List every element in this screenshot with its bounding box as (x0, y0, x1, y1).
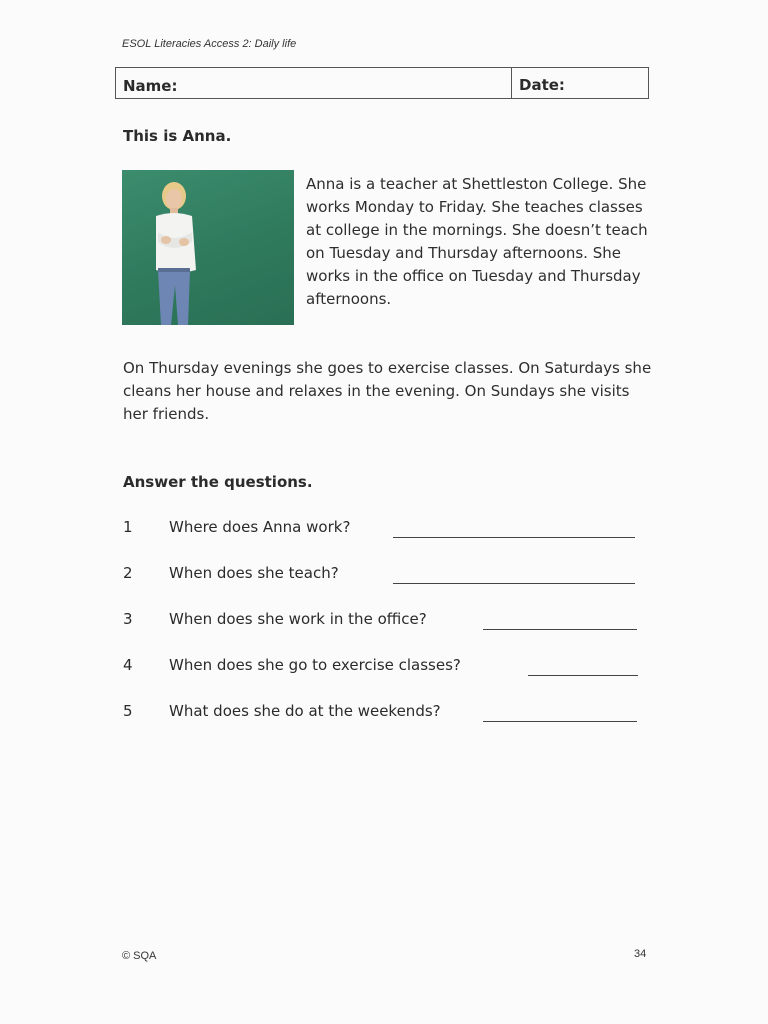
name-field[interactable] (116, 68, 512, 98)
date-field[interactable] (512, 68, 648, 98)
question-number: 4 (123, 656, 133, 674)
question-item (123, 656, 643, 680)
answer-line[interactable] (393, 537, 635, 538)
question-text: When does she work in the office? (169, 610, 427, 628)
anna-photo (122, 170, 294, 325)
question-text: What does she do at the weekends? (169, 702, 441, 720)
answer-line[interactable] (393, 583, 635, 584)
page-number: 34 (634, 948, 647, 960)
paragraph-leisure: On Thursday evenings she goes to exercise classes. On Saturdays she cleans her house and relaxes in the evening. On Sundays she visits her friends. (123, 359, 652, 423)
copyright-notice: © SQA (122, 950, 157, 962)
paragraph-work: Anna is a teacher at Shettleston College. She works Monday to Friday. She teaches classes at college in the mornings. She doesn’t teach on Tuesday and Thursday afternoons. She works in the office on Tuesday and Thursday afternoons. (306, 175, 648, 308)
questions-heading: Answer the questions. (123, 473, 313, 491)
answer-line[interactable] (528, 675, 638, 676)
question-number: 5 (123, 702, 133, 720)
document-header: ESOL Literacies Access 2: Daily life (122, 38, 297, 50)
question-text: When does she teach? (169, 564, 339, 582)
question-item (123, 518, 643, 542)
question-number: 2 (123, 564, 133, 582)
name-label: Name: (123, 77, 178, 95)
date-label: Date: (519, 76, 565, 94)
question-item (123, 702, 643, 726)
woman-photo-icon (122, 170, 294, 325)
name-date-box (115, 67, 649, 99)
answer-line[interactable] (483, 721, 637, 722)
question-text: Where does Anna work? (169, 518, 351, 536)
question-item (123, 564, 643, 588)
question-text: When does she go to exercise classes? (169, 656, 461, 674)
question-number: 1 (123, 518, 133, 536)
question-item (123, 610, 643, 634)
answer-line[interactable] (483, 629, 637, 630)
intro-heading: This is Anna. (123, 127, 232, 145)
question-number: 3 (123, 610, 133, 628)
